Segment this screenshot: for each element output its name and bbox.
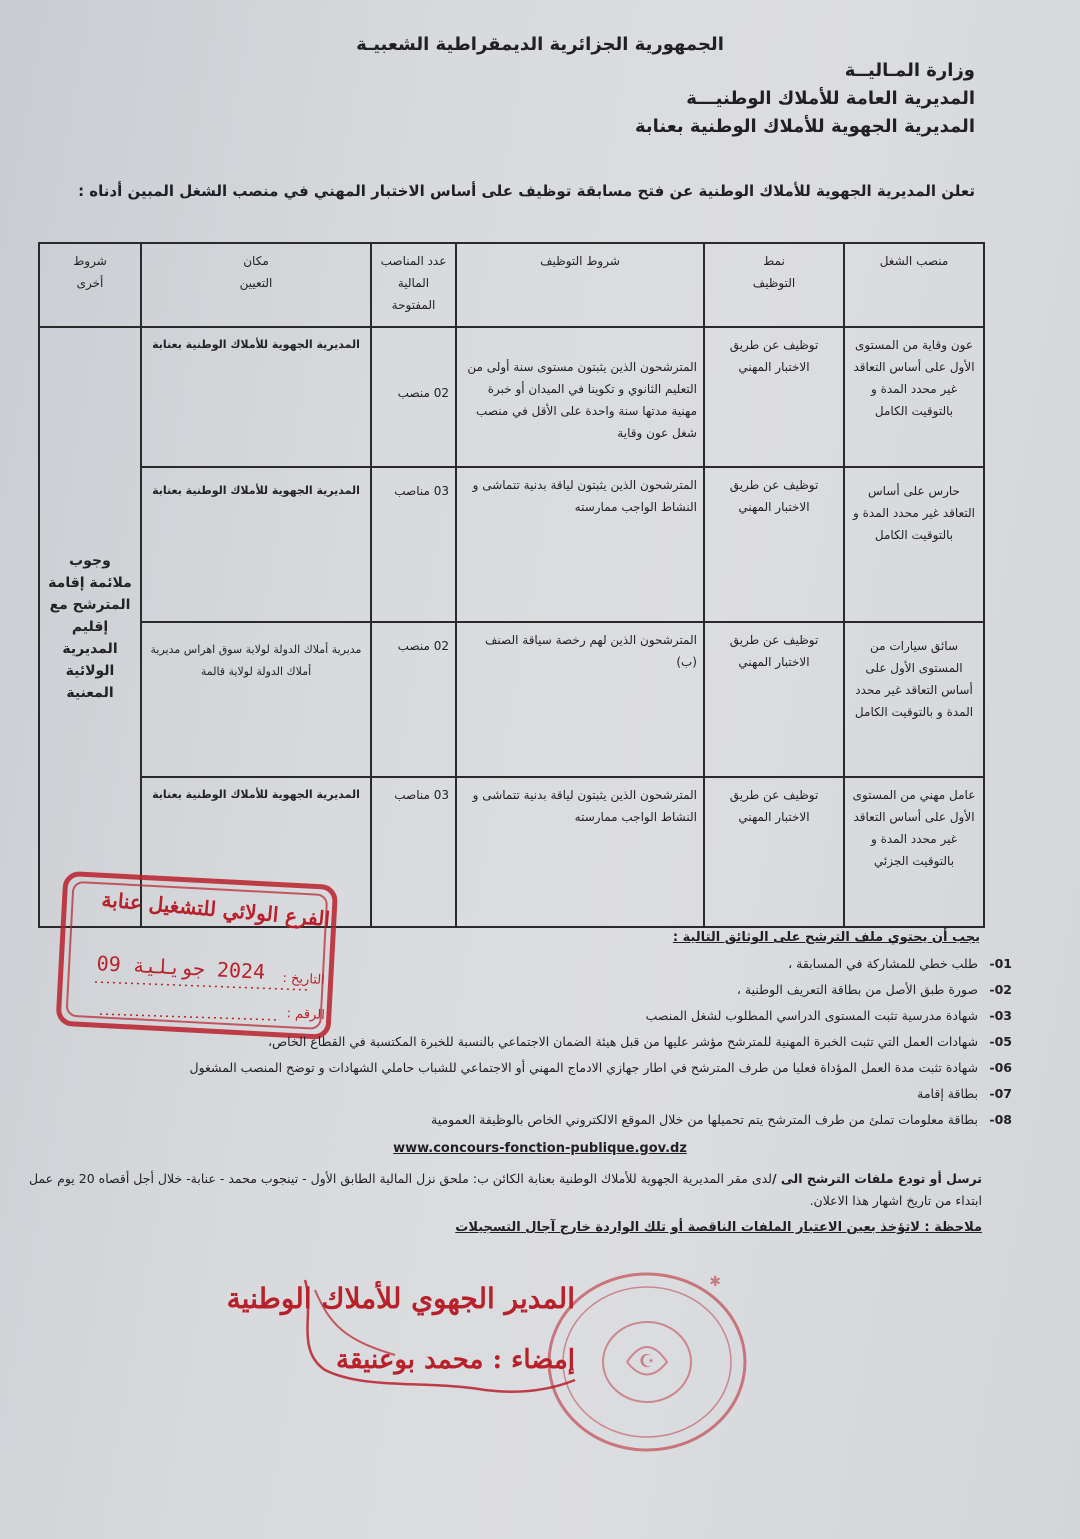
cell-location: المديرية الجهوية للأملاك الوطنية بعنابة (141, 327, 371, 467)
cell-post: عون وقاية من المستوى الأول على أساس التعاقد غير محدد المدة و بالتوقيت الكامل (844, 327, 984, 467)
table-row (39, 622, 984, 777)
cell-other-conditions: وجوب ملائمة إقامة المترشح مع إقليم المديرية الولائية المعنية (39, 327, 141, 927)
cell-location: المديرية الجهوية للأملاك الوطنية بعنابة (141, 777, 371, 927)
svg-text:✱: ✱ (709, 1274, 721, 1290)
cell-mode: توظيف عن طريق الاختبار المهني (704, 327, 844, 467)
announcement-intro: تعلن المديرية الجهوية للأملاك الوطنية عن فتح مسابقة توظيف على أساس الاختبار المهني في منصب الشغل المبين أدناه : (78, 182, 975, 200)
cell-positions: 03 مناصب (371, 467, 456, 622)
header-positions: عدد المناصب المالية المفتوحة (371, 243, 456, 327)
header-location: مكان التعيين (141, 243, 371, 327)
cell-conditions: المترشحون الذين يثبتون مستوى سنة أولى من التعليم الثانوي و تكوينا في الميدان أو خبرة مهنية مدتها سنة واحدة على الأقل في منصب شغل عون وقاية (456, 327, 704, 467)
header-mode: نمط التوظيف (704, 243, 844, 327)
list-item: 01- طلب خطي للمشاركة في المسابقة ، (788, 956, 1012, 971)
cell-positions: 03 مناصب (371, 777, 456, 927)
cell-post: سائق سيارات من المستوى الأول على أساس التعاقد غير محدد المدة و بالتوقيت الكامل (844, 622, 984, 777)
table-row (39, 467, 984, 622)
website-url[interactable]: www.concours-fonction-publique.gov.dz (393, 1141, 687, 1156)
svg-text:☪: ☪ (638, 1351, 656, 1372)
stamp-number-label: الرقم : (286, 1006, 326, 1024)
stamp-office-name: الفرع الولائي للتشغيل عنابة (100, 887, 331, 932)
cell-post: حارس على أساس التعاقد غير محدد المدة و بالتوقيت الكامل (844, 467, 984, 622)
header-other: شروط أخرى (39, 243, 141, 327)
cell-location: المديرية الجهوية للأملاك الوطنية بعنابة (141, 467, 371, 622)
republic-header: الجمهورية الجزائرية الديمقراطية الشعبيـة (356, 34, 724, 55)
header-conditions: شروط التوظيف (456, 243, 704, 327)
documents-title: يجب أن يحتوي ملف الترشح على الوثائق التالية : (672, 930, 980, 945)
signature-name: إمضاء : محمد بوعنيقة (336, 1345, 575, 1375)
submission-text: ترسل أو تودع ملفات الترشح الى /لدى مقر المديرية الجهوية للأملاك الوطنية بعنابة الكائن ب: ملحق نزل المالية الطابق الأول - تينجوب محمد - عنابة- خلال أجل أقصاه 20 يوم عمل (28, 1171, 982, 1186)
stamp-date-label: التاريخ : (282, 970, 326, 989)
positions-table (38, 242, 985, 928)
list-item: 07- بطاقة إقامة (917, 1086, 1012, 1101)
note-text: ملاحظة : لاتؤخذ بعين الاعتبار الملفات الناقصة أو تلك الواردة خارج آجال التسجيلات (455, 1220, 982, 1235)
cell-mode: توظيف عن طريق الاختبار المهني (704, 622, 844, 777)
cell-conditions: المترشحون الذين يثبتون لياقة بدنية تتماشى و النشاط الواجب ممارسته (456, 467, 704, 622)
list-item: 02- صورة طبق الأصل من بطاقة التعريف الوطنية ، (736, 982, 1012, 997)
signature-title: المدير الجهوي للأملاك الوطنية (226, 1282, 575, 1315)
cell-mode: توظيف عن طريق الاختبار المهني (704, 467, 844, 622)
submission-text-continued: ابتداء من تاريخ اشهار هذا الاعلان. (809, 1193, 982, 1208)
cell-positions: 02 منصب (371, 327, 456, 467)
cell-post: عامل مهني من المستوى الأول على أساس التعاقد غير محدد المدة و بالتوقيت الجزئي (844, 777, 984, 927)
header-post: منصب الشغل (844, 243, 984, 327)
employment-office-stamp (40, 862, 340, 1042)
table-header-row (39, 243, 984, 327)
cell-location: مديرية أملاك الدولة لولاية سوق اهراس مديرية أملاك الدولة لولاية قالمة (141, 622, 371, 777)
list-item: 08- بطاقة معلومات تملئ من طرف المترشح يتم تحميلها من خلال الموقع الالكتروني الخاص بالوظيفة العمومية (431, 1112, 1012, 1127)
stamp-date-value: 2024 جويلية 09 (96, 951, 266, 984)
regional-directorate-header: المديرية الجهوية للأملاك الوطنية بعنابة (634, 116, 975, 137)
general-directorate-header: المديرية العامة للأملاك الوطنيـــة (686, 88, 975, 109)
cell-conditions: المترشحون الذين يثبتون لياقة بدنية تتماشى و النشاط الواجب ممارسته (456, 777, 704, 927)
cell-positions: 02 منصب (371, 622, 456, 777)
cell-mode: توظيف عن طريق الاختبار المهني (704, 777, 844, 927)
table-row (39, 327, 984, 467)
handwritten-signature (285, 1270, 585, 1410)
ministry-header: وزارة المـاليــة (844, 60, 975, 81)
list-item: 03- شهادة مدرسية تثبت المستوى الدراسي المطلوب لشغل المنصب (645, 1008, 1012, 1023)
cell-conditions: المترشحون الذين لهم رخصة سياقة الصنف (ب) (456, 622, 704, 777)
list-item: 05- شهادات العمل التي تثبت الخبرة المهنية للمترشح مؤشر عليها من قبل هيئة الضمان الاجتماعي بالنسبة للخبرة المكتسبة في القطاع الخاص، (267, 1034, 1012, 1049)
list-item: 06- شهادة تثبت مدة العمل المؤداة فعليا من طرف المترشح في اطار جهازي الادماج المهني أو الاجتماعي للشباب حاملي الشهادات و توضح المنصب المشغول (189, 1060, 1012, 1075)
